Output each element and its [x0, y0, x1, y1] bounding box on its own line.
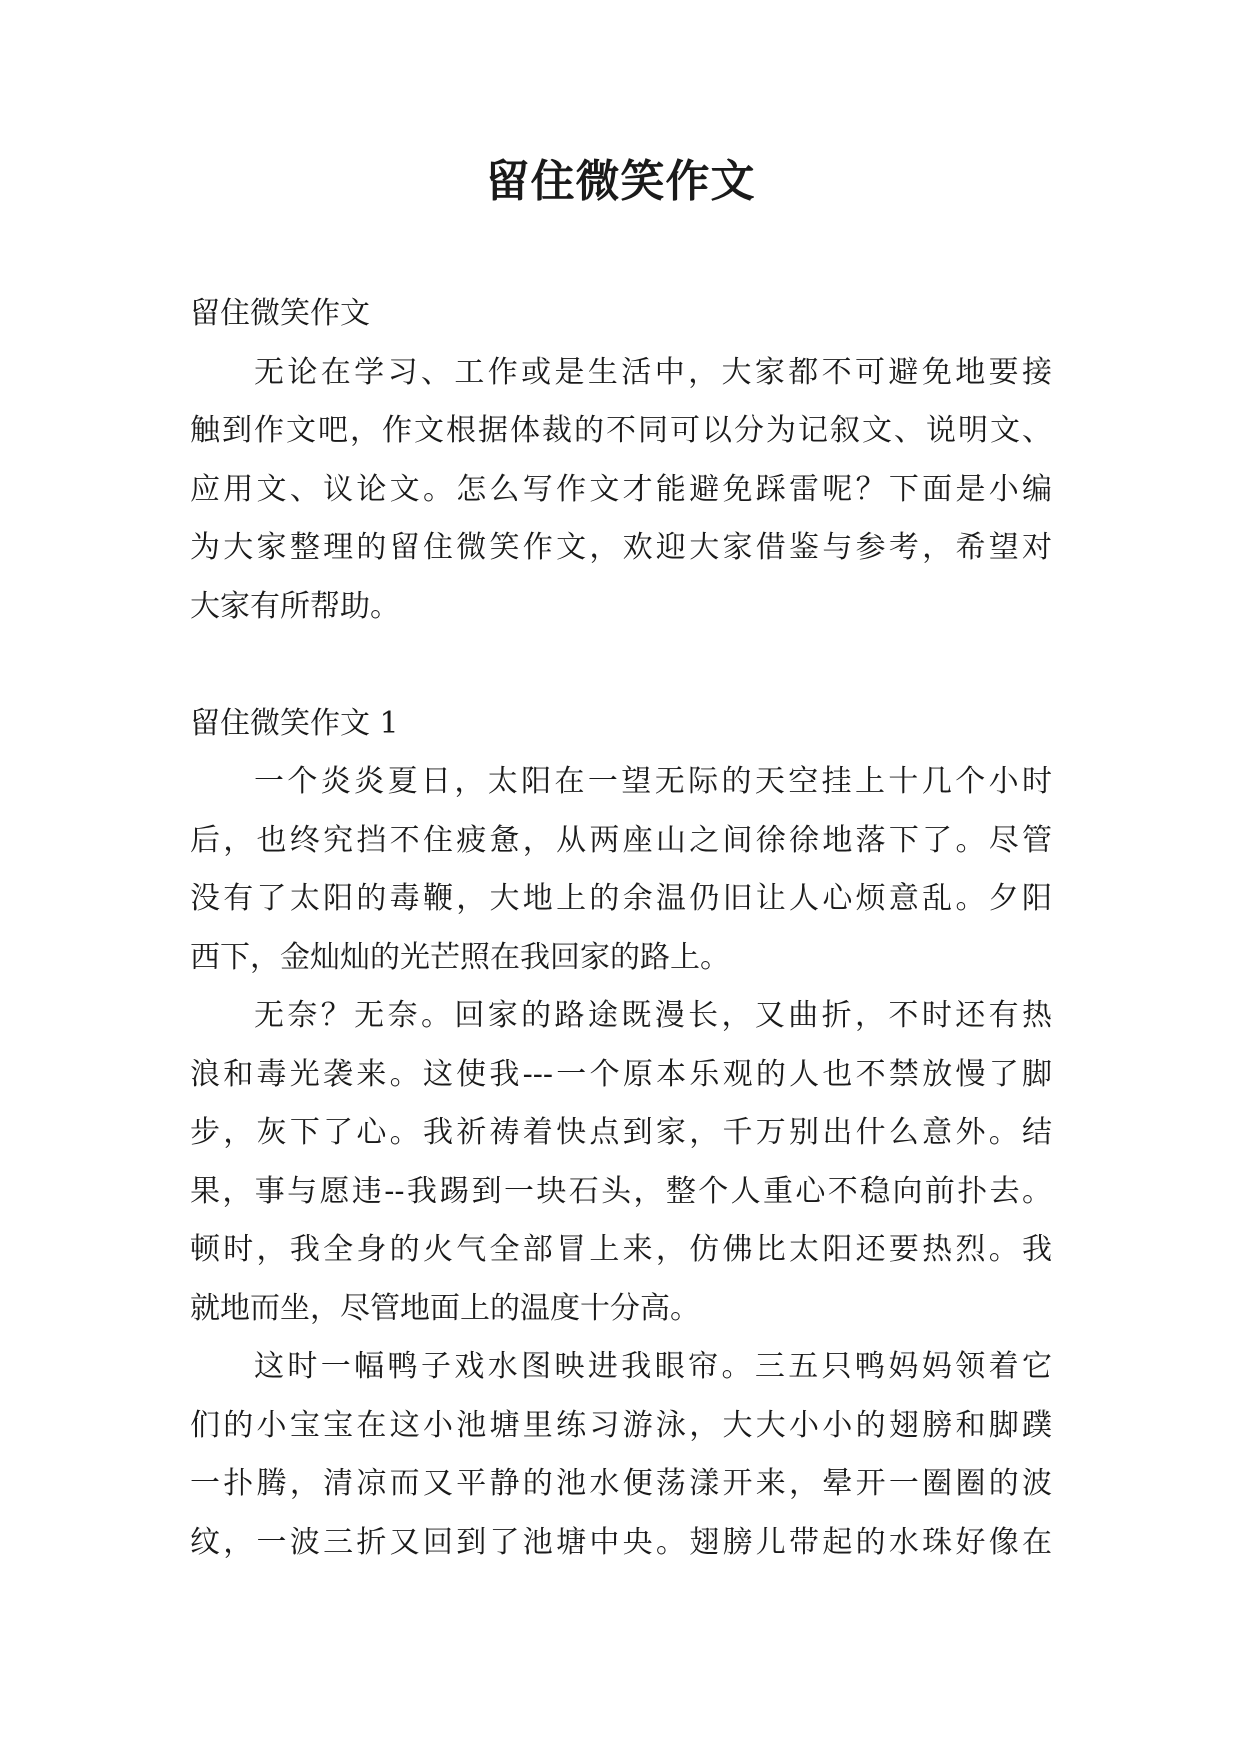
text-line: 触到作文吧，作文根据体裁的不同可以分为记叙文、说明文、 [190, 413, 1052, 448]
text-line: 无奈？无奈。回家的路途既漫长，又曲折，不时还有热 [254, 998, 1052, 1033]
text-line: 这时一幅鸭子戏水图映进我眼帘。三五只鸭妈妈领着它 [254, 1349, 1052, 1384]
text-line: 纹，一波三折又回到了池塘中央。翅膀儿带起的水珠好像在 [190, 1524, 1052, 1560]
text-line: 步，灰下了心。我祈祷着快点到家，千万别出什么意外。结 [190, 1115, 1052, 1150]
text-line: 西下，金灿灿的光芒照在我回家的路上。 [190, 939, 730, 975]
text-line: 留住微笑作文 [190, 296, 370, 331]
text-line: 无论在学习、工作或是生活中，大家都不可避免地要接 [254, 354, 1052, 390]
text-line: 果，事与愿违--我踢到一块石头，整个人重心不稳向前扑去。 [190, 1173, 1052, 1209]
text-line: 就地而坐，尽管地面上的温度十分高。 [190, 1290, 700, 1326]
text-line: 顿时，我全身的火气全部冒上来，仿佛比太阳还要热烈。我 [190, 1232, 1052, 1267]
text-line: 后，也终究挡不住疲惫，从两座山之间徐徐地落下了。尽管 [190, 822, 1052, 858]
text-line: 一个炎炎夏日，太阳在一望无际的天空挂上十几个小时 [254, 764, 1052, 799]
text-line: 应用文、议论文。怎么写作文才能避免踩雷呢？下面是小编 [190, 471, 1052, 507]
document-body [190, 285, 1052, 1572]
text-line: 们的小宝宝在这小池塘里练习游泳，大大小小的翅膀和脚蹼 [190, 1407, 1052, 1443]
text-line: 一扑腾，清凉而又平静的池水便荡漾开来，晕开一圈圈的波 [190, 1466, 1052, 1501]
text-line: 大家有所帮助。 [190, 588, 400, 624]
text-line: 留住微笑作文 1 [190, 705, 399, 741]
paragraph-gap [190, 636, 1052, 695]
text-line: 为大家整理的留住微笑作文，欢迎大家借鉴与参考，希望对 [190, 530, 1052, 565]
text-line: 浪和毒光袭来。这使我---一个原本乐观的人也不禁放慢了脚 [190, 1056, 1052, 1092]
document-title: 留住微笑作文 [485, 156, 756, 207]
text-line: 没有了太阳的毒鞭，大地上的余温仍旧让人心烦意乱。夕阳 [190, 881, 1052, 916]
